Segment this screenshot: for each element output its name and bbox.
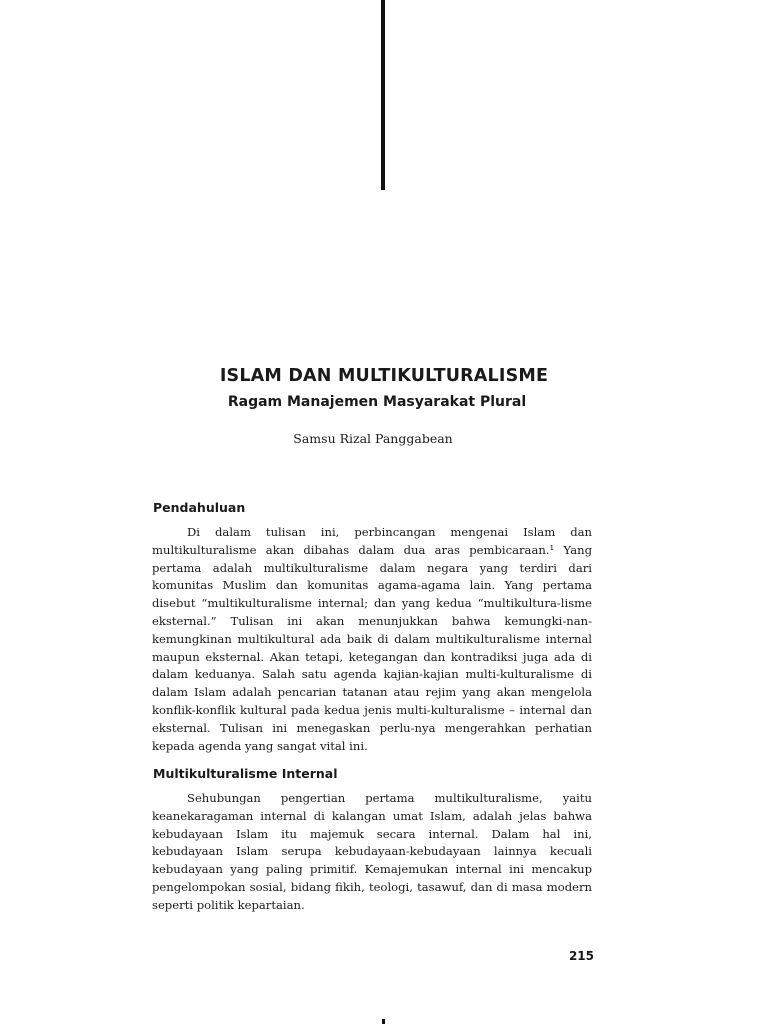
article-title: ISLAM DAN MULTIKULTURALISME	[219, 366, 549, 386]
page-number: 215	[568, 949, 594, 963]
section-paragraph-multikulturalisme-internal: Sehubungan pengertian pertama multikulturalisme, yaitu keanekaragaman internal di kalangan umat Islam, adalah jelas bahwa kebudayaan Islam itu majemuk secara internal. Dalam hal ini, kebudayaan Islam serupa kebudayaan-kebudayaan lainnya kecuali kebudayaan yang paling primitif. Kemajemukan internal ini mencakup pengelompokan sosial, bidang fikih, teologi, tasawuf, dan di masa modern seperti politik kepartaian.	[152, 791, 592, 912]
section-paragraph-pendahuluan: Di dalam tulisan ini, perbincangan mengenai Islam dan multikulturalisme akan dibahas dalam dua aras pembicaraan.¹ Yang pertama adalah multikulturalisme dalam negara yang terdiri dari komunitas Muslim dan komunitas agama-agama lain. Yang pertama disebut “multikulturalisme internal; dan yang kedua “multikultura-lisme eksternal.” Tulisan ini akan menunjukkan bahwa kemungki-nan-kemungkinan multikultural ada baik di dalam multikulturalisme internal maupun eksternal. Akan tetapi, ketegangan dan kontradiksi juga ada di dalam keduanya. Salah satu agenda kajian-kajian multi-kulturalisme di dalam Islam adalah pencarian tatanan atau rejim yang akan mengelola konflik-konflik kultural pada kedua jenis multi-kulturalisme – internal dan eksternal. Tulisan ini menegaskan perlu-nya mengerahkan perhatian kepada agenda yang sangat vital ini.	[152, 525, 592, 753]
article-subtitle: Ragam Manajemen Masyarakat Plural	[227, 394, 527, 410]
top-vertical-rule	[381, 0, 385, 190]
bottom-rule-mark	[382, 1019, 385, 1024]
section-heading-multikulturalisme-internal: Multikulturalisme Internal	[153, 766, 338, 781]
author-name: Samsu Rizal Panggabean	[293, 431, 453, 446]
section-heading-pendahuluan: Pendahuluan	[153, 500, 246, 515]
